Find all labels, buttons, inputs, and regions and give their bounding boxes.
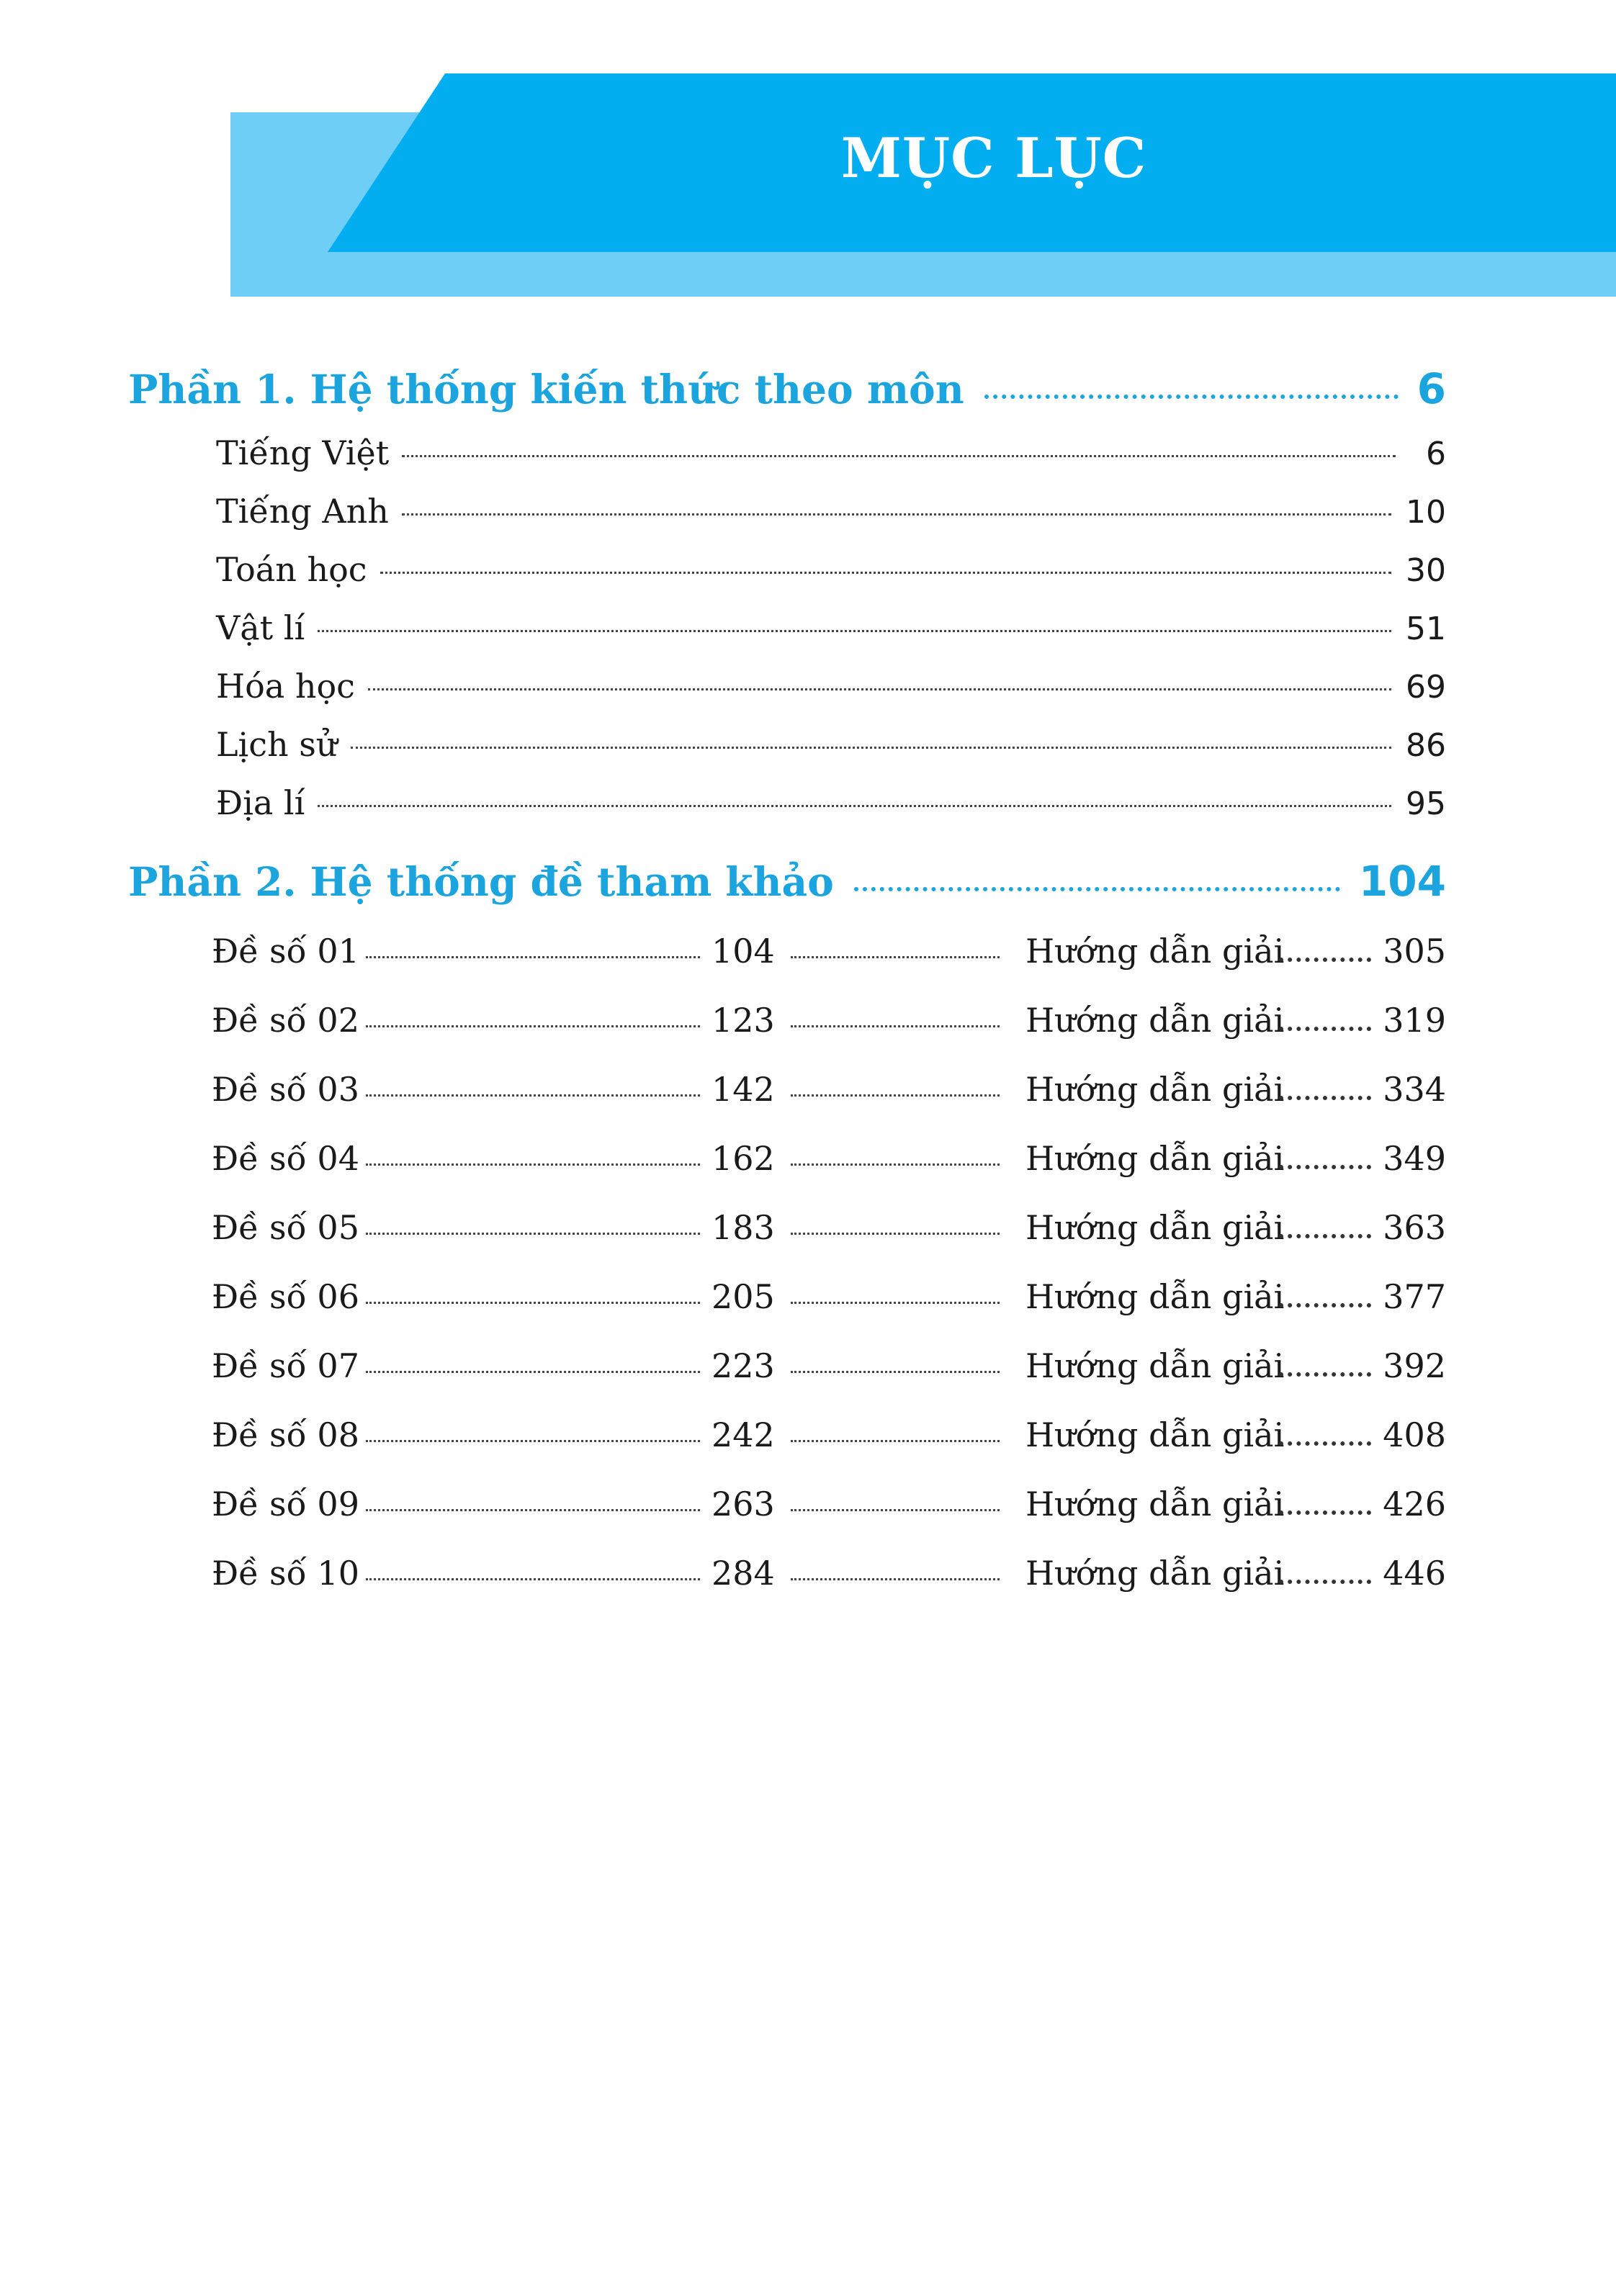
exam-link[interactable]: Đề số 02 bbox=[212, 1001, 359, 1040]
guide-page: 408 bbox=[1383, 1415, 1446, 1454]
leader-dots bbox=[854, 887, 1340, 891]
guide-link[interactable]: Hướng dẫn giải bbox=[1025, 1070, 1285, 1109]
exam-link[interactable]: Đề số 05 bbox=[212, 1208, 359, 1247]
leader-dots bbox=[380, 572, 1391, 574]
leader-dots bbox=[1279, 1165, 1371, 1169]
guide-link[interactable]: Hướng dẫn giải bbox=[1025, 1554, 1285, 1593]
exam-link[interactable]: Đề số 01 bbox=[212, 932, 359, 971]
toc-entry-tieng-viet[interactable] bbox=[216, 428, 1446, 486]
guide-page: 319 bbox=[1383, 1001, 1446, 1040]
leader-dots bbox=[366, 1233, 700, 1235]
toc-entry-page: 95 bbox=[1406, 785, 1446, 822]
toc-entry-label: Toán học bbox=[216, 550, 367, 589]
toc-entry-page: 51 bbox=[1406, 611, 1446, 647]
toc-entry-hoa-hoc[interactable] bbox=[216, 661, 1446, 719]
leader-dots bbox=[1279, 1441, 1371, 1446]
part1-heading-label: Phần 1. Hệ thống kiến thức theo môn bbox=[128, 366, 964, 413]
leader-dots bbox=[791, 1094, 1000, 1097]
guide-link[interactable]: Hướng dẫn giải bbox=[1025, 1277, 1285, 1316]
leader-dots bbox=[366, 1163, 700, 1166]
guide-page: 349 bbox=[1383, 1139, 1446, 1178]
exam-row bbox=[212, 1064, 1446, 1133]
exam-row bbox=[212, 1202, 1446, 1271]
leader-dots bbox=[1279, 1234, 1371, 1238]
toc-entry-page: 10 bbox=[1406, 494, 1446, 531]
leader-dots bbox=[366, 1578, 700, 1580]
exam-page: 205 bbox=[712, 1277, 775, 1316]
exam-row bbox=[212, 1479, 1446, 1548]
leader-dots bbox=[791, 1440, 1000, 1442]
toc-entry-toan-hoc[interactable] bbox=[216, 544, 1446, 603]
guide-page: 377 bbox=[1383, 1277, 1446, 1316]
guide-link[interactable]: Hướng dẫn giải bbox=[1025, 1001, 1285, 1040]
part2-heading-label: Phần 2. Hệ thống đề tham khảo bbox=[128, 858, 834, 905]
guide-page: 363 bbox=[1383, 1208, 1446, 1247]
leader-dots bbox=[366, 1440, 700, 1442]
exam-page: 142 bbox=[712, 1070, 775, 1109]
leader-dots bbox=[791, 1302, 1000, 1304]
exam-row bbox=[212, 1410, 1446, 1479]
part2-heading[interactable] bbox=[128, 852, 1446, 910]
exam-link[interactable]: Đề số 04 bbox=[212, 1139, 359, 1178]
leader-dots bbox=[318, 805, 1391, 807]
guide-link[interactable]: Hướng dẫn giải bbox=[1025, 932, 1285, 971]
toc-entry-tieng-anh[interactable] bbox=[216, 486, 1446, 544]
title-banner bbox=[0, 0, 1616, 302]
leader-dots bbox=[791, 1025, 1000, 1027]
exam-row bbox=[212, 1133, 1446, 1202]
guide-link[interactable]: Hướng dẫn giải bbox=[1025, 1485, 1285, 1523]
leader-dots bbox=[1279, 1580, 1371, 1584]
toc-entry-page: 69 bbox=[1406, 669, 1446, 706]
leader-dots bbox=[1279, 1511, 1371, 1515]
toc-entry-label: Địa lí bbox=[216, 783, 305, 822]
exam-link[interactable]: Đề số 08 bbox=[212, 1415, 359, 1454]
guide-link[interactable]: Hướng dẫn giải bbox=[1025, 1139, 1285, 1178]
guide-link[interactable]: Hướng dẫn giải bbox=[1025, 1208, 1285, 1247]
leader-dots bbox=[368, 688, 1391, 690]
leader-dots bbox=[791, 1371, 1000, 1373]
exam-row bbox=[212, 995, 1446, 1064]
exam-link[interactable]: Đề số 10 bbox=[212, 1554, 359, 1593]
exam-row bbox=[212, 926, 1446, 995]
guide-page: 305 bbox=[1383, 932, 1446, 971]
subject-list bbox=[216, 428, 1446, 836]
exam-page: 263 bbox=[712, 1485, 775, 1523]
leader-dots bbox=[1279, 1096, 1371, 1100]
toc-entry-dia-li[interactable] bbox=[216, 778, 1446, 836]
exam-link[interactable]: Đề số 07 bbox=[212, 1346, 359, 1385]
toc-entry-lich-su[interactable] bbox=[216, 719, 1446, 778]
exam-row bbox=[212, 1548, 1446, 1617]
leader-dots bbox=[318, 630, 1391, 632]
leader-dots bbox=[791, 1509, 1000, 1511]
exam-row bbox=[212, 1271, 1446, 1341]
exam-link[interactable]: Đề số 09 bbox=[212, 1485, 359, 1523]
leader-dots bbox=[366, 1025, 700, 1027]
leader-dots bbox=[366, 1371, 700, 1373]
leader-dots bbox=[366, 1094, 700, 1097]
guide-link[interactable]: Hướng dẫn giải bbox=[1025, 1415, 1285, 1454]
leader-dots bbox=[402, 513, 1391, 516]
leader-dots bbox=[366, 1302, 700, 1304]
exam-link[interactable]: Đề số 06 bbox=[212, 1277, 359, 1316]
leader-dots bbox=[351, 747, 1391, 749]
page-title: MỤC LỤC bbox=[840, 126, 1147, 190]
leader-dots bbox=[984, 395, 1399, 399]
leader-dots bbox=[791, 1233, 1000, 1235]
part1-heading[interactable] bbox=[128, 360, 1446, 418]
leader-dots bbox=[791, 1578, 1000, 1580]
toc-entry-label: Tiếng Việt bbox=[216, 433, 390, 472]
leader-dots bbox=[366, 956, 700, 958]
toc-entry-page: 30 bbox=[1406, 552, 1446, 589]
exam-page: 162 bbox=[712, 1139, 775, 1178]
part2-heading-page: 104 bbox=[1358, 857, 1446, 906]
exam-list bbox=[212, 926, 1446, 1617]
leader-dots bbox=[791, 1163, 1000, 1166]
leader-dots bbox=[791, 956, 1000, 958]
exam-page: 123 bbox=[712, 1001, 775, 1040]
guide-page: 392 bbox=[1383, 1346, 1446, 1385]
toc-entry-label: Vật lí bbox=[216, 608, 305, 647]
guide-page: 446 bbox=[1383, 1554, 1446, 1593]
leader-dots bbox=[402, 455, 1396, 457]
toc-entry-vat-li[interactable] bbox=[216, 603, 1446, 661]
exam-link[interactable]: Đề số 03 bbox=[212, 1070, 359, 1109]
toc-entry-label: Tiếng Anh bbox=[216, 492, 389, 531]
toc-entry-page: 86 bbox=[1406, 727, 1446, 764]
leader-dots bbox=[366, 1509, 700, 1511]
toc-entry-page: 6 bbox=[1426, 436, 1446, 472]
leader-dots bbox=[1279, 1027, 1371, 1031]
guide-link[interactable]: Hướng dẫn giải bbox=[1025, 1346, 1285, 1385]
exam-page: 104 bbox=[712, 932, 775, 971]
toc-entry-label: Hóa học bbox=[216, 667, 355, 706]
exam-page: 242 bbox=[712, 1415, 775, 1454]
toc-entry-label: Lịch sử bbox=[216, 725, 338, 764]
leader-dots bbox=[1279, 958, 1371, 962]
part1-heading-page: 6 bbox=[1417, 364, 1446, 413]
exam-row bbox=[212, 1341, 1446, 1410]
exam-page: 183 bbox=[712, 1208, 775, 1247]
guide-page: 334 bbox=[1383, 1070, 1446, 1109]
exam-page: 284 bbox=[712, 1554, 775, 1593]
exam-page: 223 bbox=[712, 1346, 775, 1385]
leader-dots bbox=[1279, 1303, 1371, 1307]
guide-page: 426 bbox=[1383, 1485, 1446, 1523]
leader-dots bbox=[1279, 1372, 1371, 1377]
